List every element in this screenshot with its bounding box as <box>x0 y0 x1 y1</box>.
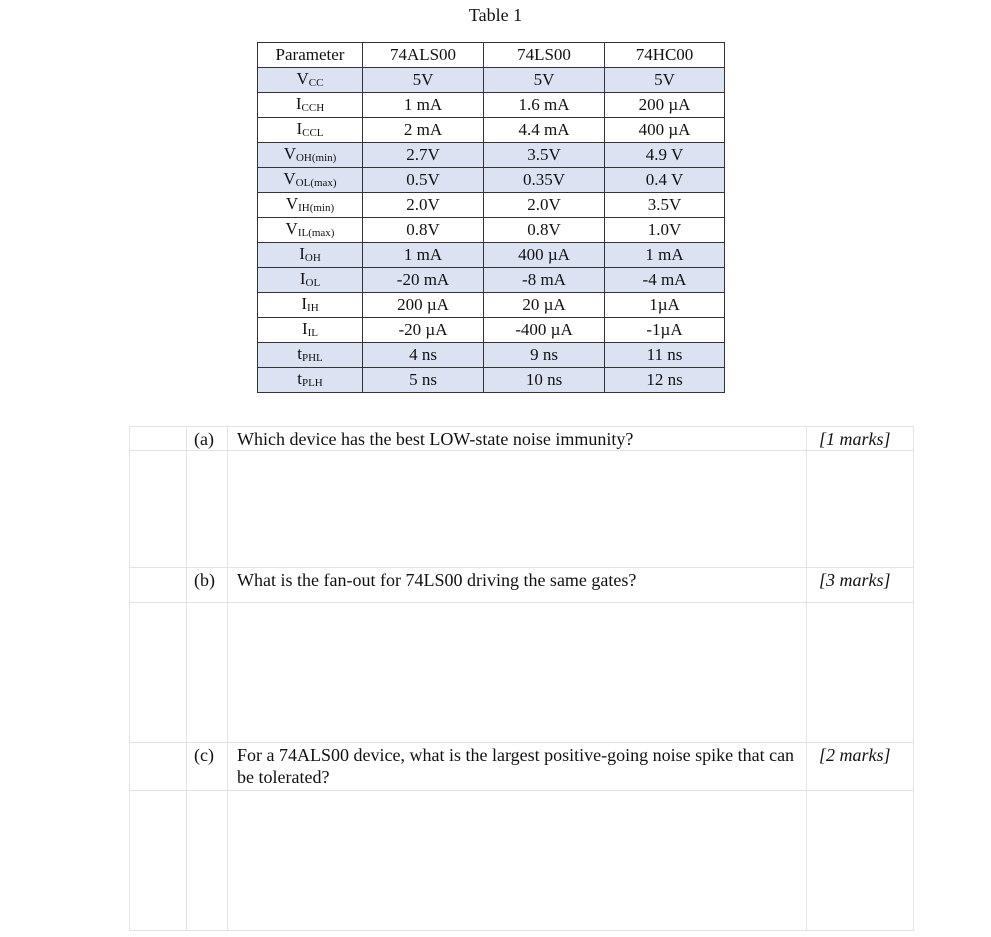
value-cell: 400 µA <box>484 242 605 267</box>
parameter-subscript: PHL <box>301 351 323 364</box>
parameter-symbol: t <box>297 343 302 363</box>
value-cell: 1 mA <box>605 242 725 267</box>
parameter-cell <box>258 267 363 292</box>
table-row <box>258 117 725 142</box>
parameter-subscript: CC <box>308 76 324 89</box>
value-cell: 4.9 V <box>605 142 725 167</box>
value-cell: 5V <box>363 67 484 92</box>
parameter-subscript: OL(max) <box>295 176 337 189</box>
parameter-cell <box>258 292 363 317</box>
question-grid <box>129 426 914 931</box>
value-cell: 0.35V <box>484 167 605 192</box>
value-cell: -4 mA <box>605 267 725 292</box>
parameter-symbol: I <box>296 118 303 138</box>
parameter-subscript: CCH <box>301 101 325 114</box>
question-label: (b) <box>194 570 215 590</box>
header-74ls00: 74LS00 <box>484 43 605 68</box>
parameter-subscript: OH(min) <box>295 151 337 164</box>
value-cell: 20 µA <box>484 292 605 317</box>
value-cell: -400 µA <box>484 317 605 342</box>
table-row <box>258 217 725 242</box>
header-parameter: Parameter <box>258 43 363 68</box>
value-cell: 3.5V <box>605 192 725 217</box>
parameter-symbol: V <box>296 68 309 88</box>
value-cell: 2.7V <box>363 142 484 167</box>
table-row <box>258 292 725 317</box>
table-row <box>258 242 725 267</box>
table-row <box>258 67 725 92</box>
value-cell: 1 mA <box>363 92 484 117</box>
parameter-cell <box>258 217 363 242</box>
question-marks: [2 marks] <box>819 745 891 765</box>
table-row <box>258 267 725 292</box>
value-cell: 2.0V <box>363 192 484 217</box>
logic-family-table <box>257 42 725 393</box>
parameter-symbol: I <box>299 268 306 288</box>
parameter-symbol: I <box>301 318 308 338</box>
value-cell: 2.0V <box>484 192 605 217</box>
parameter-subscript: OH <box>304 251 321 264</box>
value-cell: 1.0V <box>605 217 725 242</box>
value-cell: 4.4 mA <box>484 117 605 142</box>
value-cell: 4 ns <box>363 342 484 367</box>
header-74als00: 74ALS00 <box>363 43 484 68</box>
parameter-symbol: V <box>285 218 298 238</box>
parameter-symbol: I <box>299 243 305 263</box>
table-row <box>258 167 725 192</box>
value-cell: 12 ns <box>605 367 725 392</box>
parameter-cell <box>258 192 363 217</box>
value-cell: -20 µA <box>363 317 484 342</box>
value-cell: 1 mA <box>363 242 484 267</box>
parameter-cell <box>258 117 363 142</box>
parameter-cell <box>258 142 363 167</box>
parameter-cell <box>258 367 363 392</box>
parameter-subscript: CCL <box>302 126 324 139</box>
parameter-subscript: IH(min) <box>298 201 335 214</box>
value-cell: 10 ns <box>484 367 605 392</box>
parameter-cell <box>258 242 363 267</box>
table-row <box>258 342 725 367</box>
parameter-cell <box>258 167 363 192</box>
parameter-cell <box>258 342 363 367</box>
value-cell: 0.8V <box>363 217 484 242</box>
parameter-symbol: t <box>297 368 302 388</box>
value-cell: 3.5V <box>484 142 605 167</box>
parameter-cell <box>258 67 363 92</box>
table-row <box>258 317 725 342</box>
table-caption: Table 1 <box>468 5 523 25</box>
parameter-cell <box>258 317 363 342</box>
question-text: Which device has the best LOW-state noise immunity? <box>237 429 634 449</box>
question-text: What is the fan-out for 74LS00 driving the same gates? <box>237 570 637 590</box>
parameter-subscript: IL(max) <box>297 226 335 239</box>
table-row <box>258 192 725 217</box>
parameter-cell <box>258 92 363 117</box>
parameter-symbol: V <box>283 168 296 188</box>
value-cell: 11 ns <box>605 342 725 367</box>
value-cell: 0.4 V <box>605 167 725 192</box>
parameter-symbol: I <box>295 93 302 113</box>
question-label: (a) <box>194 429 214 449</box>
value-cell: 200 µA <box>363 292 484 317</box>
question-text: For a 74ALS00 device, what is the largest positive-going noise spike that can be tolerated? <box>237 745 795 787</box>
value-cell: 400 µA <box>605 117 725 142</box>
value-cell: 1µA <box>605 292 725 317</box>
value-cell: -20 mA <box>363 267 484 292</box>
table-row <box>258 92 725 117</box>
question-marks: [1 marks] <box>819 429 891 449</box>
value-cell: 0.8V <box>484 217 605 242</box>
value-cell: 5V <box>484 67 605 92</box>
value-cell: 5 ns <box>363 367 484 392</box>
parameter-subscript: OL <box>305 276 321 289</box>
question-label: (c) <box>194 745 214 765</box>
value-cell: -1µA <box>605 317 725 342</box>
parameter-subscript: IL <box>307 326 319 339</box>
parameter-subscript: PLH <box>301 376 323 389</box>
parameter-symbol: V <box>285 193 299 213</box>
value-cell: 1.6 mA <box>484 92 605 117</box>
value-cell: 0.5V <box>363 167 484 192</box>
value-cell: 2 mA <box>363 117 484 142</box>
parameter-subscript: IH <box>307 301 319 314</box>
value-cell: 5V <box>605 67 725 92</box>
question-marks: [3 marks] <box>819 570 891 590</box>
value-cell: 200 µA <box>605 92 725 117</box>
value-cell: 9 ns <box>484 342 605 367</box>
table-header-row <box>258 43 725 68</box>
parameter-symbol: I <box>301 293 308 313</box>
value-cell: -8 mA <box>484 267 605 292</box>
table-row <box>258 142 725 167</box>
table-row <box>258 367 725 392</box>
header-74hc00: 74HC00 <box>605 43 725 68</box>
parameter-symbol: V <box>283 143 296 163</box>
